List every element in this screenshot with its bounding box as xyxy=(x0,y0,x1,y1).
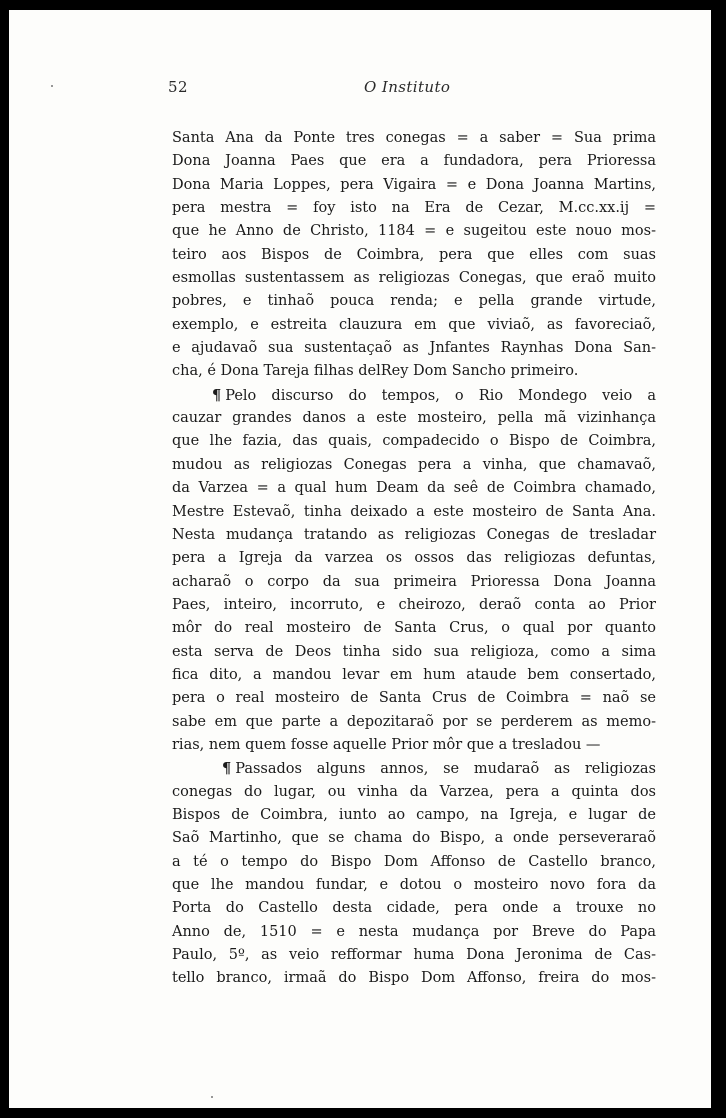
paragraph-mark-icon: ¶ xyxy=(222,760,232,778)
paragraph-mark-icon: ¶ xyxy=(212,386,222,404)
text-line: cha, é Dona Tareja filhas delRey Dom Sancho primeiro. xyxy=(172,363,579,380)
text-line: sabe em que parte a depozitaraõ por se perderem as memo- xyxy=(172,713,656,730)
text-line: Pelo discurso do tempos, o Rio Mondego veio a xyxy=(225,387,656,404)
text-line: Paes, inteiro, incorruto, e cheirozo, deraõ conta ao Prior xyxy=(172,596,656,613)
text-line: Paulo, 5º, as veio refformar huma Dona Jeronima de Cas- xyxy=(172,947,656,964)
text-line: acharaõ o corpo da sua primeira Prioressa Dona Joanna xyxy=(172,573,656,590)
text-line: a té o tempo do Bispo Dom Affonso de Castello branco, xyxy=(172,853,656,870)
text-line: Bispos de Coimbra, iunto ao campo, na Igreja, e lugar de xyxy=(172,806,656,823)
text-line: Anno de, 1510 = e nesta mudança por Breve do Papa xyxy=(172,923,656,940)
text-line: Passados alguns annos, se mudaraõ as religiozas xyxy=(235,761,656,778)
text-line: que lhe fazia, das quais, compadecido o Bispo de Coimbra, xyxy=(172,433,656,450)
text-line: Nesta mudança tratando as religiozas Conegas de tresladar xyxy=(172,526,656,543)
text-line: Porta do Castello desta cidade, pera onde a trouxe no xyxy=(172,900,656,917)
text-line: que lhe mandou fundar, e dotou o mosteiro novo fora da xyxy=(172,877,656,893)
text-line: pera mestra = foy isto na Era de Cezar, M.cc.xx.ij = xyxy=(172,200,656,217)
text-line: rias, nem quem fosse aquelle Prior môr que a tresladou — xyxy=(172,736,601,753)
text-line: môr do real mosteiro de Santa Crus, o qual por quanto xyxy=(172,620,656,637)
text-line: esmollas sustentassem as religiozas Conegas, que eraõ muito xyxy=(172,270,656,287)
text-line: conegas do lugar, ou vinha da Varzea, pera a quinta dos xyxy=(172,783,656,800)
text-line: Dona Maria Loppes, pera Vigaira = e Dona Joanna Martins, xyxy=(172,176,656,193)
body-text xyxy=(172,127,656,991)
page-number: 52 xyxy=(168,78,189,96)
paper-speck xyxy=(211,1096,213,1098)
running-title: O Instituto xyxy=(364,78,451,96)
text-line: mudou as religiozas Conegas pera a vinha, que chamavaõ, xyxy=(172,456,656,473)
paragraph-start-line xyxy=(172,384,656,407)
text-line: Saõ Martinho, que se chama do Bispo, a onde perseveraraõ xyxy=(172,830,656,847)
text-line: fica dito, a mandou levar em hum ataude bem consertado, xyxy=(172,666,656,683)
paper-speck xyxy=(51,85,53,87)
text-line: cauzar grandes danos a este mosteiro, pella mã vizinhança xyxy=(172,410,656,427)
text-line: esta serva de Deos tinha sido sua religioza, como a sima xyxy=(172,643,656,660)
text-line: Dona Joanna Paes que era a fundadora, pera Prioressa xyxy=(172,153,656,170)
text-line: Santa Ana da Ponte tres conegas = a saber = Sua prima xyxy=(172,130,656,146)
text-line: da Varzea = a qual hum Deam da seê de Coimbra chamado, xyxy=(172,480,656,497)
paragraph-start-line xyxy=(172,757,656,780)
text-line: pera a Igreja da varzea os ossos das religiozas defuntas, xyxy=(172,550,656,567)
text-line: pobres, e tinhaõ pouca renda; e pella grande virtude, xyxy=(172,293,656,310)
text-line: que he Anno de Christo, 1184 = e sugeitou este nouo mos- xyxy=(172,223,656,240)
text-line: exemplo, e estreita clauzura em que viviaõ, as favoreciaõ, xyxy=(172,316,656,333)
text-line: teiro aos Bispos de Coimbra, pera que elles com suas xyxy=(172,246,656,263)
text-line: tello branco, irmaã do Bispo Dom Affonso, freira do mos- xyxy=(172,970,656,987)
text-line: Mestre Estevaõ, tinha deixado a este mosteiro de Santa Ana. xyxy=(172,503,656,520)
document-page xyxy=(9,10,711,1108)
page-header xyxy=(9,78,711,102)
text-line: pera o real mosteiro de Santa Crus de Coimbra = naõ se xyxy=(172,690,656,707)
text-line: e ajudavaõ sua sustentaçaõ as Jnfantes Raynhas Dona San- xyxy=(172,340,656,357)
